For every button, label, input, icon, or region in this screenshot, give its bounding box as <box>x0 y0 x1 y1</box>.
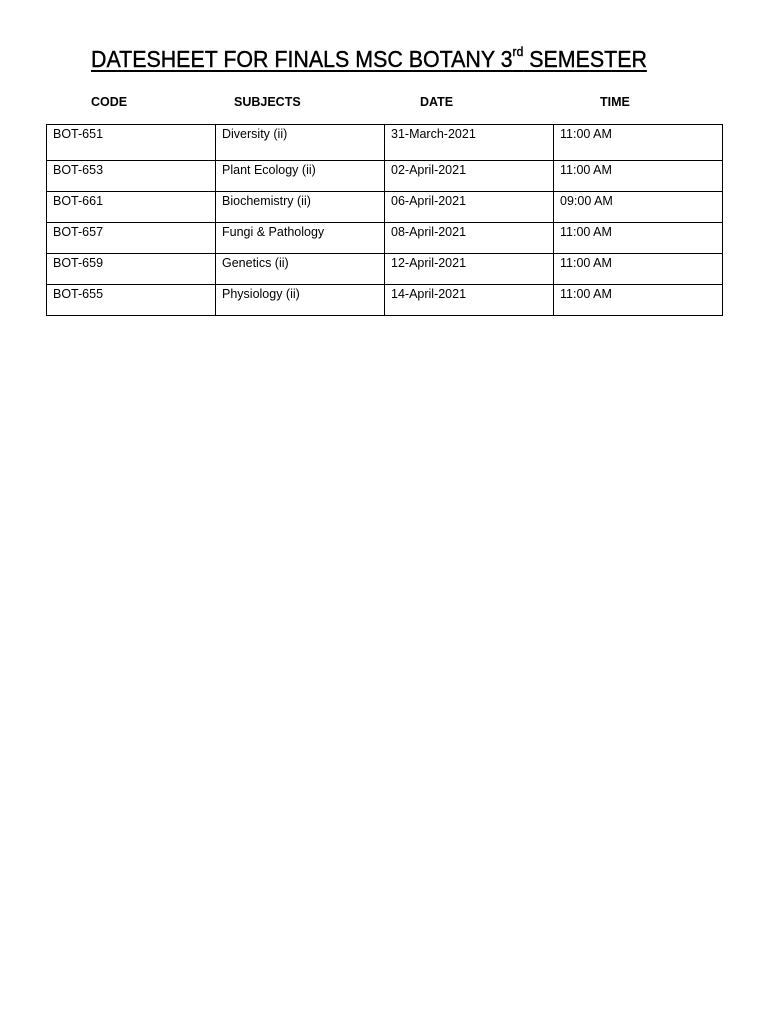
cell-subject: Fungi & Pathology <box>216 223 385 254</box>
title-superscript: rd <box>512 44 524 60</box>
cell-subject: Diversity (ii) <box>216 125 385 161</box>
cell-date: 08-April-2021 <box>385 223 554 254</box>
title-tail: SEMESTER <box>523 46 647 72</box>
cell-code: BOT-659 <box>47 254 216 285</box>
cell-subject: Physiology (ii) <box>216 285 385 316</box>
table-row <box>47 125 723 161</box>
column-header-code: CODE <box>91 95 128 109</box>
table-row <box>47 161 723 192</box>
column-header-row <box>0 95 768 113</box>
cell-subject: Plant Ecology (ii) <box>216 161 385 192</box>
cell-date: 06-April-2021 <box>385 192 554 223</box>
table-row <box>47 285 723 316</box>
cell-time: 11:00 AM <box>554 161 723 192</box>
table-row <box>47 254 723 285</box>
column-header-time: TIME <box>600 95 630 109</box>
column-header-date: DATE <box>420 95 454 109</box>
cell-code: BOT-655 <box>47 285 216 316</box>
cell-time: 09:00 AM <box>554 192 723 223</box>
cell-code: BOT-657 <box>47 223 216 254</box>
cell-time: 11:00 AM <box>554 254 723 285</box>
exam-schedule-table <box>46 124 723 316</box>
cell-date: 12-April-2021 <box>385 254 554 285</box>
cell-code: BOT-661 <box>47 192 216 223</box>
cell-date: 14-April-2021 <box>385 285 554 316</box>
cell-code: BOT-651 <box>47 125 216 161</box>
cell-time: 11:00 AM <box>554 125 723 161</box>
cell-date: 02-April-2021 <box>385 161 554 192</box>
cell-subject: Biochemistry (ii) <box>216 192 385 223</box>
column-header-subjects: SUBJECTS <box>234 95 301 109</box>
table-row <box>47 192 723 223</box>
cell-code: BOT-653 <box>47 161 216 192</box>
page-title <box>91 46 647 73</box>
title-main: DATESHEET FOR FINALS MSC BOTANY 3 <box>91 46 513 72</box>
cell-time: 11:00 AM <box>554 285 723 316</box>
cell-subject: Genetics (ii) <box>216 254 385 285</box>
cell-date: 31-March-2021 <box>385 125 554 161</box>
cell-time: 11:00 AM <box>554 223 723 254</box>
table-row <box>47 223 723 254</box>
